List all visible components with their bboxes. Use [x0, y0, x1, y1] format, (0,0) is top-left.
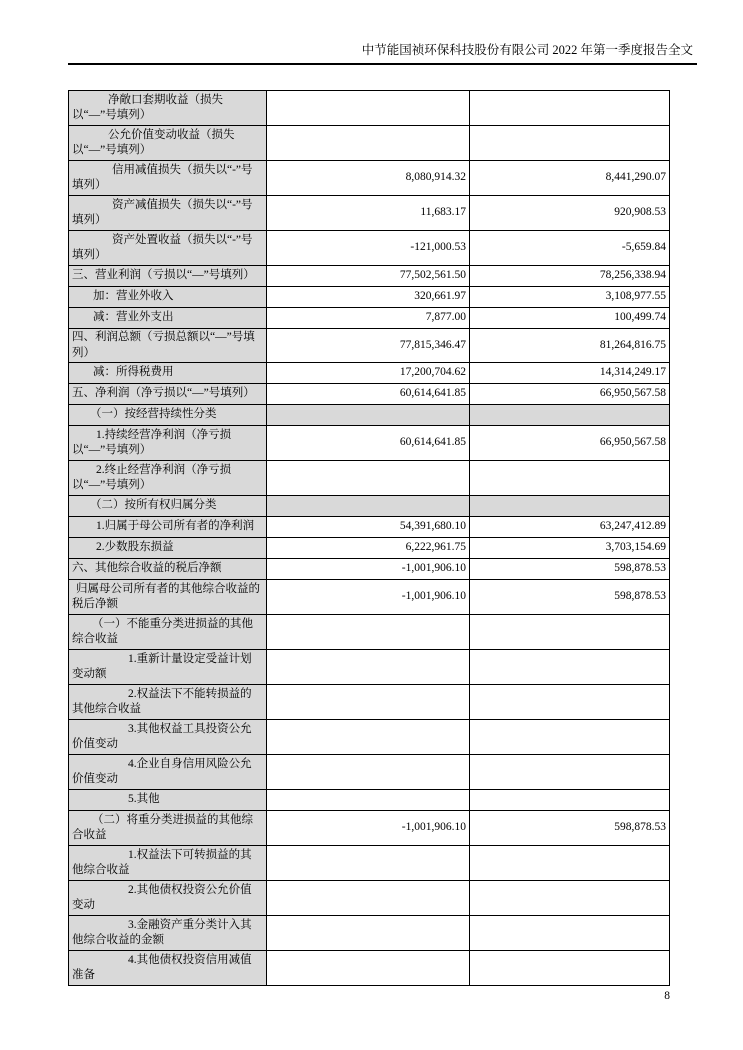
row-value-current [267, 615, 470, 650]
row-label: 4.其他债权投资信用减值准备 [69, 951, 267, 986]
table-row [69, 196, 670, 231]
row-value-current [267, 650, 470, 685]
row-value-current: -1,001,906.10 [267, 559, 470, 580]
row-value-current: 77,815,346.47 [267, 329, 470, 363]
row-value-prior [470, 685, 670, 720]
row-value-current: -1,001,906.10 [267, 580, 470, 615]
row-value-prior: 598,878.53 [470, 811, 670, 846]
row-value-prior: 81,264,816.75 [470, 329, 670, 363]
row-value-current [267, 405, 470, 426]
row-value-prior: 14,314,249.17 [470, 363, 670, 384]
row-value-current [267, 685, 470, 720]
table-row [69, 91, 670, 126]
row-value-current: -121,000.53 [267, 231, 470, 266]
row-value-prior [470, 126, 670, 161]
row-label: 五、净利润（净亏损以“—”号填列） [69, 384, 267, 405]
row-label: （二）将重分类进损益的其他综合收益 [69, 811, 267, 846]
row-value-prior [470, 951, 670, 986]
row-value-prior [470, 650, 670, 685]
table-row [69, 580, 670, 615]
row-value-current [267, 91, 470, 126]
row-value-prior [470, 91, 670, 126]
table-row [69, 308, 670, 329]
row-value-current: 8,080,914.32 [267, 161, 470, 196]
row-label: 三、营业利润（亏损以“—”号填列） [69, 266, 267, 287]
row-label: 资产处置收益（损失以“-”号填列） [69, 231, 267, 266]
row-label: 5.其他 [69, 790, 267, 811]
row-label: 1.权益法下可转损益的其他综合收益 [69, 846, 267, 881]
table-row [69, 615, 670, 650]
row-value-prior [470, 461, 670, 496]
row-value-current: 11,683.17 [267, 196, 470, 231]
table-row [69, 126, 670, 161]
row-value-current [267, 755, 470, 790]
row-label: 1.持续经营净利润（净亏损以“—”号填列） [69, 426, 267, 461]
table-row [69, 846, 670, 881]
row-label: 减：营业外支出 [69, 308, 267, 329]
row-value-current [267, 916, 470, 951]
row-label: 2.其他债权投资公允价值变动 [69, 881, 267, 916]
row-value-prior [470, 916, 670, 951]
row-value-current [267, 951, 470, 986]
row-label: 信用减值损失（损失以“-”号填列） [69, 161, 267, 196]
table-row [69, 559, 670, 580]
row-value-current: 54,391,680.10 [267, 517, 470, 538]
row-label: 2.终止经营净利润（净亏损以“—”号填列） [69, 461, 267, 496]
row-label: （二）按所有权归属分类 [69, 496, 267, 517]
row-value-prior: 8,441,290.07 [470, 161, 670, 196]
row-label: 1.重新计量设定受益计划变动额 [69, 650, 267, 685]
row-value-current: 60,614,641.85 [267, 426, 470, 461]
row-value-current [267, 881, 470, 916]
row-value-current: 77,502,561.50 [267, 266, 470, 287]
page-number: 8 [664, 990, 670, 1002]
row-value-prior [470, 755, 670, 790]
row-label: （一）按经营持续性分类 [69, 405, 267, 426]
table-row [69, 363, 670, 384]
row-label: 加：营业外收入 [69, 287, 267, 308]
table-row [69, 161, 670, 196]
row-value-prior: 63,247,412.89 [470, 517, 670, 538]
row-value-prior: 66,950,567.58 [470, 426, 670, 461]
row-value-prior: 66,950,567.58 [470, 384, 670, 405]
row-value-prior [470, 881, 670, 916]
table-row [69, 881, 670, 916]
row-value-prior: 78,256,338.94 [470, 266, 670, 287]
row-label: 归属母公司所有者的其他综合收益的税后净额 [69, 580, 267, 615]
row-value-current: 17,200,704.62 [267, 363, 470, 384]
row-label: 减：所得税费用 [69, 363, 267, 384]
row-value-current: 7,877.00 [267, 308, 470, 329]
table-row [69, 811, 670, 846]
row-value-current: -1,001,906.10 [267, 811, 470, 846]
row-value-prior: 598,878.53 [470, 580, 670, 615]
row-value-current: 320,661.97 [267, 287, 470, 308]
table-row [69, 720, 670, 755]
row-label: 2.少数股东损益 [69, 538, 267, 559]
income-statement-table [68, 90, 670, 986]
table-body [69, 91, 670, 986]
row-label: 3.其他权益工具投资公允价值变动 [69, 720, 267, 755]
table-row [69, 329, 670, 363]
row-label: 四、利润总额（亏损总额以“—”号填列） [69, 329, 267, 363]
table-row [69, 287, 670, 308]
row-value-prior: 3,703,154.69 [470, 538, 670, 559]
row-label: 净敞口套期收益（损失以“—”号填列） [69, 91, 267, 126]
row-value-prior: 100,499.74 [470, 308, 670, 329]
table-row [69, 951, 670, 986]
row-value-current: 60,614,641.85 [267, 384, 470, 405]
table-row [69, 461, 670, 496]
table-row [69, 685, 670, 720]
row-value-current [267, 846, 470, 881]
row-value-current [267, 496, 470, 517]
table-row [69, 517, 670, 538]
row-value-prior: -5,659.84 [470, 231, 670, 266]
row-value-prior [470, 615, 670, 650]
row-value-prior: 598,878.53 [470, 559, 670, 580]
table-row [69, 650, 670, 685]
table-row [69, 790, 670, 811]
table-row [69, 231, 670, 266]
row-value-current [267, 790, 470, 811]
table-row [69, 426, 670, 461]
row-value-prior [470, 496, 670, 517]
row-value-current [267, 720, 470, 755]
row-label: 3.金融资产重分类计入其他综合收益的金额 [69, 916, 267, 951]
table-row [69, 384, 670, 405]
row-value-prior [470, 846, 670, 881]
row-value-current [267, 126, 470, 161]
row-value-current: 6,222,961.75 [267, 538, 470, 559]
row-label: （一）不能重分类进损益的其他综合收益 [69, 615, 267, 650]
table-row [69, 916, 670, 951]
row-label: 公允价值变动收益（损失以“—”号填列） [69, 126, 267, 161]
table-row [69, 538, 670, 559]
row-label: 1.归属于母公司所有者的净利润 [69, 517, 267, 538]
row-value-prior: 3,108,977.55 [470, 287, 670, 308]
table-row [69, 496, 670, 517]
row-value-prior: 920,908.53 [470, 196, 670, 231]
row-label: 2.权益法下不能转损益的其他综合收益 [69, 685, 267, 720]
row-value-prior [470, 405, 670, 426]
table-row [69, 755, 670, 790]
table-row [69, 405, 670, 426]
row-value-prior [470, 720, 670, 755]
row-label: 4.企业自身信用风险公允价值变动 [69, 755, 267, 790]
row-label: 六、其他综合收益的税后净额 [69, 559, 267, 580]
row-label: 资产减值损失（损失以“-”号填列） [69, 196, 267, 231]
report-header-title: 中节能国祯环保科技股份有限公司 2022 年第一季度报告全文 [68, 42, 697, 65]
table-row [69, 266, 670, 287]
row-value-current [267, 461, 470, 496]
row-value-prior [470, 790, 670, 811]
